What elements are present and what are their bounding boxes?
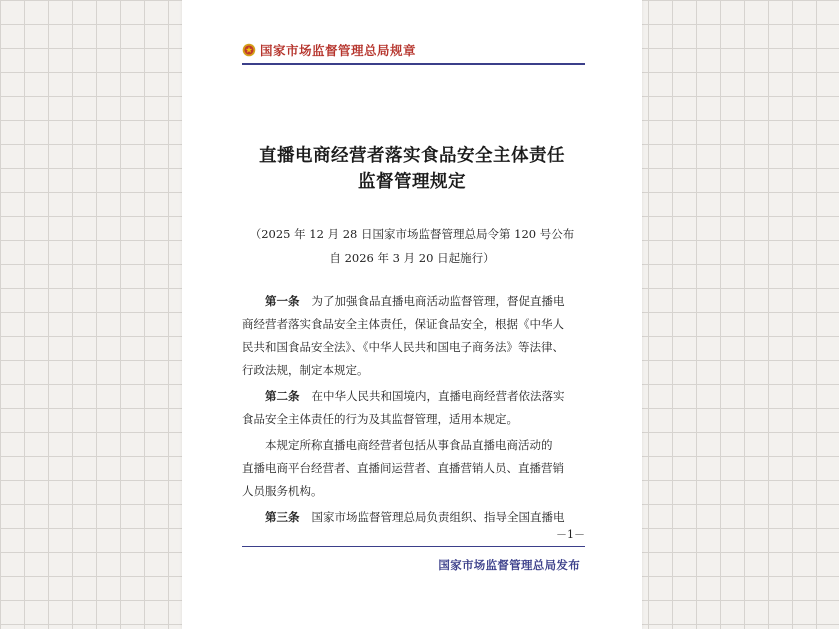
article-2-line-2: 食品安全主体责任的行为及其监督管理，适用本规定。	[242, 412, 518, 426]
article-1-text-1: 为了加强食品直播电商活动监督管理，督促直播电	[311, 294, 565, 308]
article-2-label: 第二条	[265, 389, 300, 403]
article-2-text-1: 在中华人民共和国境内，直播电商经营者依法落实	[311, 389, 565, 403]
article-1-line-3: 民共和国食品安全法》、《中华人民共和国电子商务法》等法律、	[242, 340, 564, 354]
article-1-line-1	[242, 290, 587, 313]
article-2-line-1	[242, 385, 587, 408]
page-header	[242, 40, 416, 60]
page-number: －1－	[556, 528, 585, 541]
article-2-para2-line-2: 直播电商平台经营者、直播间运营者、直播营销人员、直播营销	[242, 461, 564, 475]
article-1-line-2: 商经营者落实食品安全主体责任，保证食品安全，根据《中华人	[242, 317, 564, 331]
header-rule	[242, 63, 585, 65]
footer-publisher: 国家市场监督管理总局发布	[438, 558, 580, 572]
issuance-note	[182, 222, 642, 270]
document-title	[182, 143, 642, 195]
issuance-line-2: 自 2026 年 3 月 20 日起施行）	[329, 251, 495, 265]
issuance-line-1: （2025 年 12 月 28 日国家市场监督管理总局令第 120 号公布	[249, 227, 575, 241]
document-page	[182, 0, 642, 629]
national-emblem-icon	[242, 43, 256, 57]
article-2-para2-line-3: 人员服务机构。	[242, 484, 323, 498]
title-line-1: 直播电商经营者落实食品安全主体责任	[259, 146, 565, 166]
header-org-rules: 国家市场监督管理总局规章	[260, 43, 417, 58]
article-3-label: 第三条	[265, 510, 300, 524]
document-body	[242, 290, 587, 529]
article-3-text-1: 国家市场监督管理总局负责组织、指导全国直播电	[311, 510, 565, 524]
title-line-2: 监督管理规定	[358, 172, 466, 192]
article-3-line-1	[242, 506, 587, 529]
article-2-para2-line-1: 本规定所称直播电商经营者包括从事食品直播电商活动的	[265, 438, 553, 452]
footer-rule	[242, 546, 585, 547]
article-1-label: 第一条	[265, 294, 300, 308]
article-1-line-4: 行政法规，制定本规定。	[242, 363, 369, 377]
